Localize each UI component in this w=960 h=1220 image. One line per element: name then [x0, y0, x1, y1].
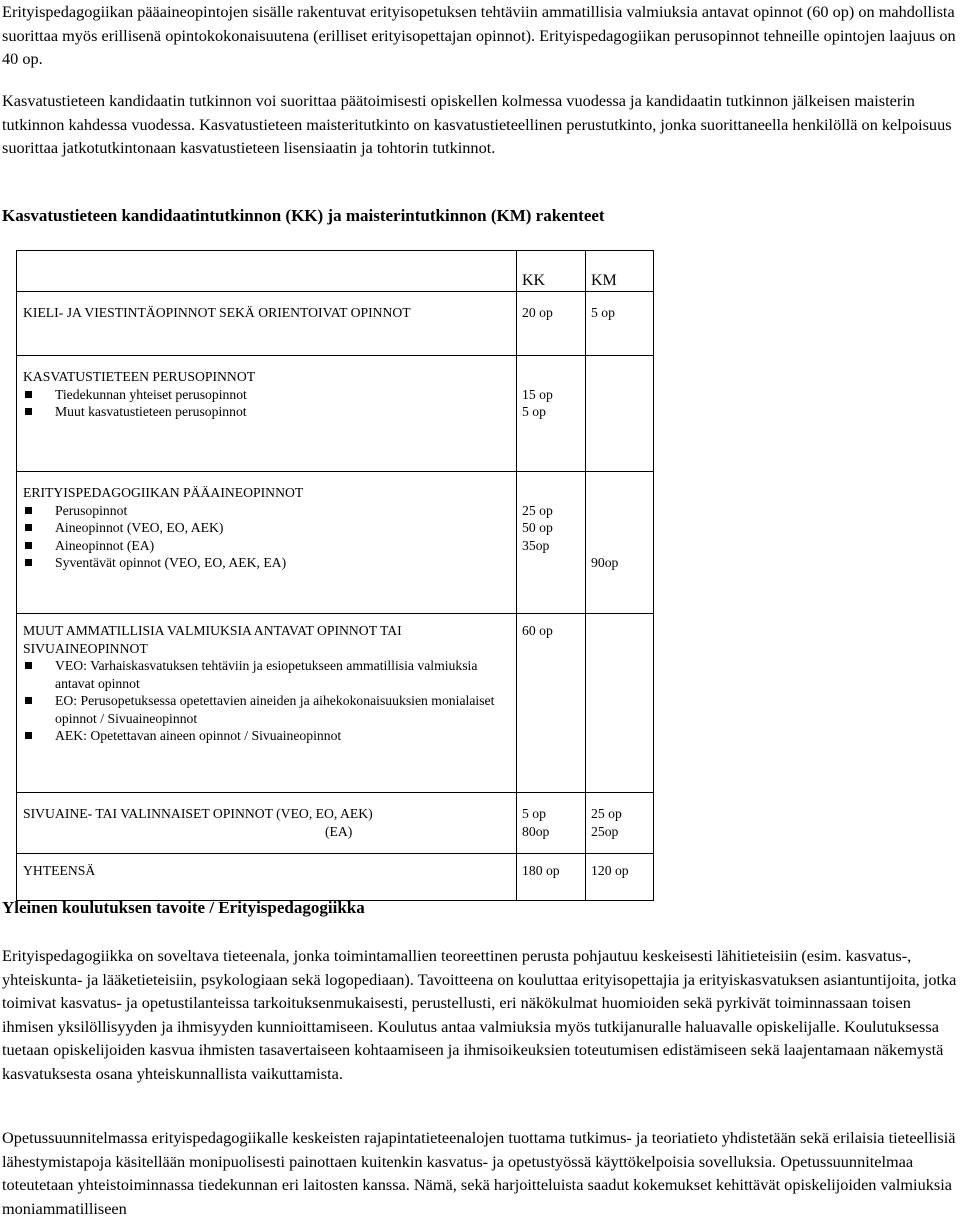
- erit-list: [23, 502, 516, 572]
- kieli-title: KIELI- JA VIESTINTÄOPINNOT SEKÄ ORIENTOIVAT OPINNOT: [17, 292, 517, 356]
- list-item: Tiedekunnan yhteiset perusopinnot: [23, 386, 516, 404]
- erit-title: ERITYISPEDAGOGIIKAN PÄÄAINEOPINNOT: [23, 485, 304, 500]
- sivu-cell: [17, 793, 517, 854]
- bullet-icon: [25, 524, 32, 531]
- muut-list: [23, 657, 516, 745]
- sivu-title2: (EA): [325, 823, 353, 839]
- sivu-kk: 5 op 80op: [517, 793, 586, 854]
- table-header-row: [17, 251, 654, 292]
- total-title: YHTEENSÄ: [17, 854, 517, 901]
- erit-km: 90op: [586, 472, 654, 614]
- kasv-km: [586, 356, 654, 472]
- list-item: Aineopinnot (VEO, EO, AEK): [23, 519, 516, 537]
- kasv-list: [23, 386, 516, 421]
- table-row: [17, 472, 654, 614]
- list-item: Syventävät opinnot (VEO, EO, AEK, EA): [23, 554, 516, 572]
- kieli-kk: 20 op: [517, 292, 586, 356]
- erit-kk: 25 op 50 op 35op: [517, 472, 586, 614]
- bullet-icon: [25, 559, 32, 566]
- goal-paragraph: Erityispedagogiikka on soveltava tieteenala, jonka toimintamallien teoreettinen perusta pohjautuu keskeisesti lähitieteisiin (esim. kasvatus-, yhteiskunta- ja lääketieteisiin, psykologiaan sekä logopediaan). Tavoitteena on kouluttaa erityisopettajia ja erityiskasvatuksen asiantuntijoita, jotka toimivat kasvatus- ja opetustilanteissa tarkoituksenmukaisesti, perustellusti, eri näkökulmat huomioiden sekä pyrkivät toiminnassaan toisen ihmisen yksilöllisyyden ja ihmisyyden kunnioittamiseen. Koulutus antaa valmiuksia myös tutkijanuralle haluavalle opiskelijalle. Koulutuksessa tuetaan opiskelijoiden kasvua ihmisten tasavertaiseen kohtaamiseen ja ihmisoikeuksien toteutumisen edistämiseen sekä laajentamaan näkemystä kasvatuksesta osana yhteiskunnallista vaikuttamista.: [2, 946, 957, 1083]
- sivu-km: 25 op 25op: [586, 793, 654, 854]
- table-row: [17, 292, 654, 356]
- muut-title: MUUT AMMATILLISIA VALMIUKSIA ANTAVAT OPINNOT TAI SIVUAINEOPINNOT: [23, 623, 402, 656]
- total-km: 120 op: [586, 854, 654, 901]
- kasv-cell: [17, 356, 517, 472]
- total-kk: 180 op: [517, 854, 586, 901]
- bullet-icon: [25, 662, 32, 669]
- list-item: EO: Perusopetuksessa opetettavien aineiden ja aihekokonaisuuksien monialaiset opinnot / Sivuaineopinnot: [23, 692, 504, 727]
- list-item: Muut kasvatustieteen perusopinnot: [23, 403, 516, 421]
- bullet-icon: [25, 697, 32, 704]
- intro-paragraph: Erityispedagogiikan pääaineopintojen sisälle rakentuvat erityisopetuksen tehtäviin ammatillisia valmiuksia antavat opinnot (60 op) on mahdollista suorittaa myös erillisenä opintokokonaisuutena (erilliset erityisopettajan opinnot). Erityispedagogiikan perusopinnot tehneille opintojen laajuus on 40 op.: [2, 2, 956, 69]
- kasv-title: KASVATUSTIETEEN PERUSOPINNOT: [23, 369, 256, 384]
- curriculum-paragraph: Opetussuunnitelmassa erityispedagogiikalle keskeisten rajapintatieteenalojen tuottama tutkimus- ja teoriatieto yhdistetään sekä erilaisia tieteellisiä lähestymistapoja käsitellään monipuolisesti painottaen kuitenkin kasvatus- ja opetustyössä käyttökelpoisia sovelluksia. Opetussuunnitelmaa toteutetaan yhteistoiminnassa tiedekunnan eri laitosten kanssa. Nämä, sekä harjoitteluista saadut kokemukset kehittävät opiskelijoiden valmiuksia moniammatilliseen: [2, 1128, 956, 1218]
- goal-heading: Yleinen koulutuksen tavoite / Erityispedagogiikka: [2, 898, 365, 917]
- table-row: [17, 793, 654, 854]
- bullet-icon: [25, 408, 32, 415]
- bullet-icon: [25, 507, 32, 514]
- erit-cell: [17, 472, 517, 614]
- kasv-kk: 15 op 5 op: [517, 356, 586, 472]
- structure-heading: Kasvatustieteen kandidaatintutkinnon (KK) ja maisterintutkinnon (KM) rakenteet: [2, 206, 605, 225]
- table-row: [17, 614, 654, 793]
- muut-cell: [17, 614, 517, 793]
- degree-paragraph: Kasvatustieteen kandidaatin tutkinnon voi suorittaa päätoimisesti opiskellen kolmessa vuodessa ja kandidaatin tutkinnon jälkeisen maisterin tutkinnon kahdessa vuodessa. Kasvatustieteen maisteritutkinto on kasvatustieteellinen perustutkinto, jonka suorittaneella henkilöllä on kelpoisuus suorittaa jatkotutkintonaan kasvatustieteen lisensiaatin ja tohtorin tutkinnot.: [2, 91, 952, 158]
- degree-structure-table: [16, 250, 654, 901]
- sivu-title: SIVUAINE- TAI VALINNAISET OPINNOT (VEO, EO, AEK): [23, 806, 373, 821]
- bullet-icon: [25, 391, 32, 398]
- header-empty-cell: [17, 251, 517, 292]
- table-row: [17, 854, 654, 901]
- list-item: AEK: Opetettavan aineen opinnot / Sivuaineopinnot: [23, 727, 504, 745]
- muut-kk: 60 op: [517, 614, 586, 793]
- list-item: VEO: Varhaiskasvatuksen tehtäviin ja esiopetukseen ammatillisia valmiuksia antavat opinnot: [23, 657, 504, 692]
- muut-km: [586, 614, 654, 793]
- list-item: Aineopinnot (EA): [23, 537, 516, 555]
- header-kk: KK: [517, 251, 586, 292]
- table-row: [17, 356, 654, 472]
- kieli-km: 5 op: [586, 292, 654, 356]
- bullet-icon: [25, 542, 32, 549]
- list-item: Perusopinnot: [23, 502, 516, 520]
- header-km: KM: [586, 251, 654, 292]
- bullet-icon: [25, 732, 32, 739]
